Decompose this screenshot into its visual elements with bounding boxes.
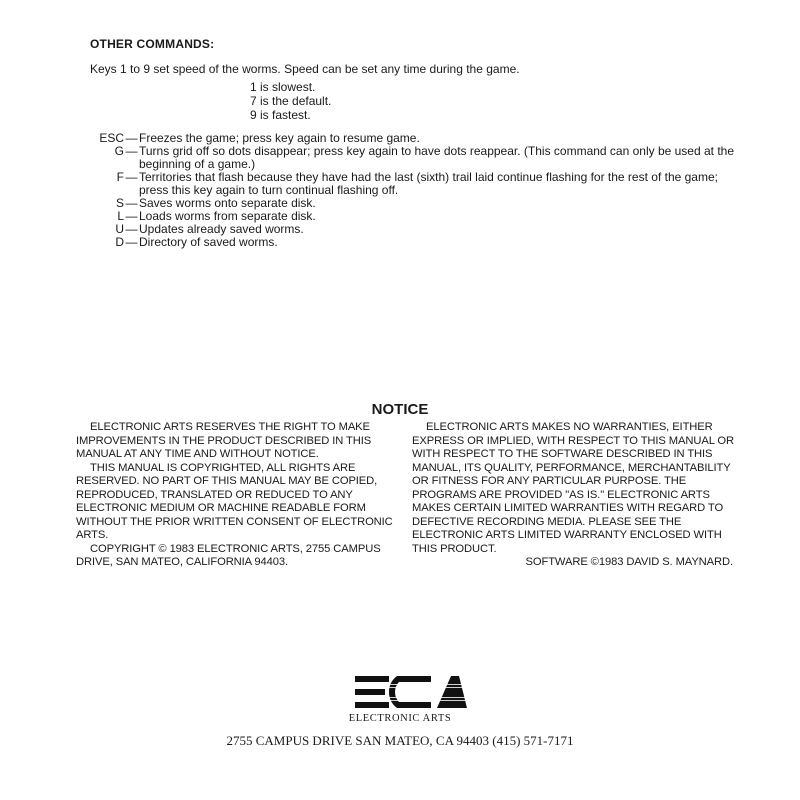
- speed-intro: Keys 1 to 9 set speed of the worms. Speed can be set any time during the game.: [90, 62, 520, 76]
- command-key: L: [117, 209, 124, 223]
- command-dash: —: [125, 144, 138, 158]
- command-key: D: [115, 235, 124, 249]
- speed-note: 1 is slowest.: [250, 80, 316, 94]
- notice-paragraph: THIS MANUAL IS COPYRIGHTED, ALL RIGHTS ARE RESERVED. NO PART OF THIS MANUAL MAY BE COPIED, REPRODUCED, TRANSLATED OR REDUCED TO ANY ELECTRONIC MEDIUM OR MACHINE READABLE FORM WITHOUT THE PRIOR WRITTEN CONSENT OF ELECTRONIC ARTS.: [76, 461, 393, 541]
- command-dash: —: [125, 235, 138, 249]
- command-desc: Turns grid off so dots disappear; press key again to have dots reappear. (This command can only be used at the beginning of a game.): [139, 144, 735, 171]
- speed-notes: [250, 80, 331, 122]
- logo-wordmark: ELECTRONIC ARTS: [348, 713, 452, 724]
- command-dash: —: [125, 131, 138, 145]
- command-item: [90, 145, 750, 171]
- company-address: 2755 CAMPUS DRIVE SAN MATEO, CA 94403 (415) 571-7171: [226, 733, 574, 748]
- command-key: G: [114, 144, 124, 158]
- notice-title: NOTICE: [371, 401, 429, 418]
- command-desc: Loads worms from separate disk.: [139, 209, 316, 223]
- command-dash: —: [125, 196, 138, 210]
- speed-note: 9 is fastest.: [250, 108, 311, 122]
- command-dash: —: [125, 170, 138, 184]
- command-desc: Saves worms onto separate disk.: [139, 196, 316, 210]
- command-key: ESC: [99, 131, 124, 145]
- command-desc: Freezes the game; press key again to resume game.: [139, 131, 420, 145]
- command-item: [90, 171, 750, 197]
- command-dash: —: [125, 209, 138, 223]
- notice-paragraph: COPYRIGHT © 1983 ELECTRONIC ARTS, 2755 CAMPUS DRIVE, SAN MATEO, CALIFORNIA 94403.: [76, 542, 381, 568]
- section-title: OTHER COMMANDS:: [90, 37, 215, 51]
- command-key: F: [116, 170, 124, 184]
- notice-paragraph: ELECTRONIC ARTS MAKES NO WARRANTIES, EITHER EXPRESS OR IMPLIED, WITH RESPECT TO THIS MANUAL OR WITH RESPECT TO THE SOFTWARE DESCRIBED IN THIS MANUAL, ITS QUALITY, PERFORMANCE, MERCHANTABILITY OR FITNESS FOR ANY PARTICULAR PURPOSE. THE PROGRAMS ARE PROVIDED "AS IS." ELECTRONIC ARTS MAKES CERTAIN LIMITED WARRANTIES WITH REGARD TO DEFECTIVE RECORDING MEDIA. PLEASE SEE THE ELECTRONIC ARTS LIMITED WARRANTY ENCLOSED WITH THIS PRODUCT.: [412, 421, 734, 555]
- command-list: [90, 132, 750, 249]
- speed-note: 7 is the default.: [250, 94, 332, 108]
- command-key: U: [115, 222, 124, 236]
- ea-logo-icon: [355, 676, 467, 708]
- command-desc: Directory of saved worms.: [139, 235, 278, 249]
- command-item: [90, 236, 750, 249]
- command-dash: —: [125, 222, 138, 236]
- notice-right-column: [412, 421, 747, 570]
- command-key: S: [115, 196, 124, 210]
- notice-left-column: [76, 421, 396, 570]
- notice-paragraph: ELECTRONIC ARTS RESERVES THE RIGHT TO MAKE IMPROVEMENTS IN THE PRODUCT DESCRIBED IN THIS MANUAL AT ANY TIME AND WITHOUT NOTICE.: [76, 421, 372, 460]
- command-desc: Updates already saved worms.: [139, 222, 304, 236]
- command-desc: Territories that flash because they have had the last (sixth) trail laid continue flashing for the rest of the game; press this key again to turn continual flashing off.: [139, 170, 718, 197]
- software-copyright: SOFTWARE ©1983 DAVID S. MAYNARD.: [525, 556, 733, 568]
